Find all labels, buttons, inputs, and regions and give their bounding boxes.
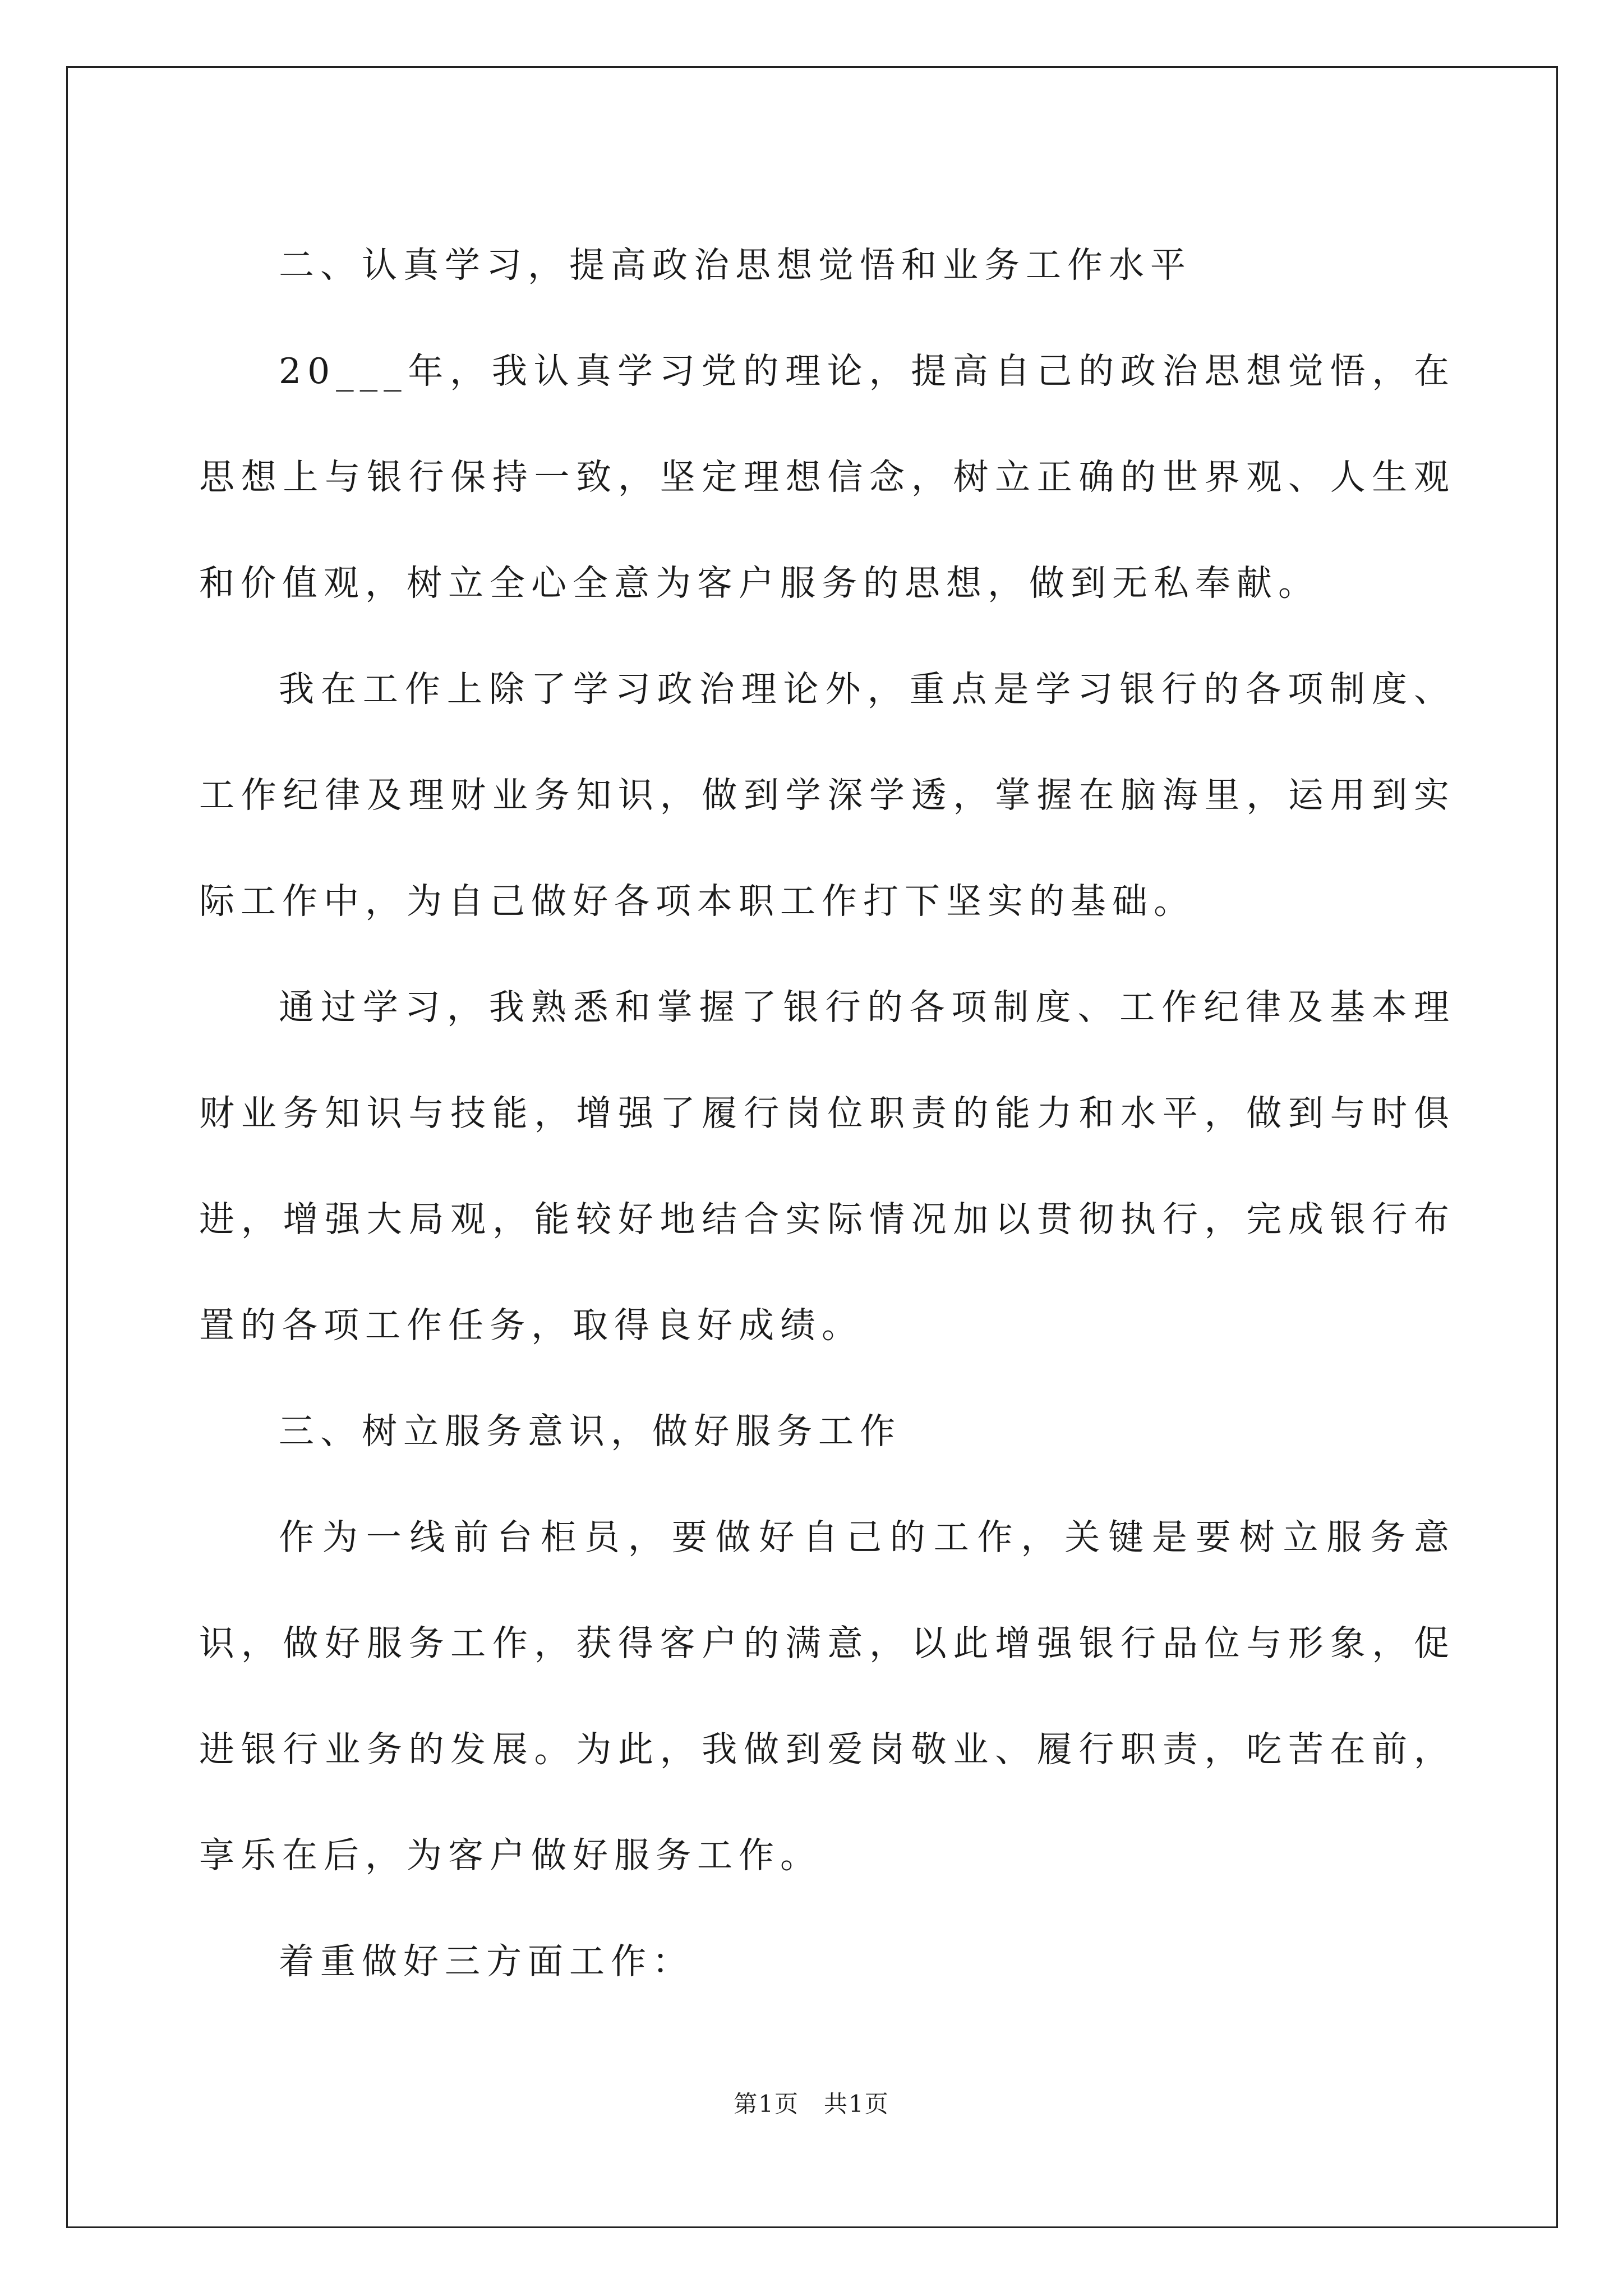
page-footer: 第1页 共1页	[734, 2090, 889, 2118]
section-heading: 三、树立服务意识，做好服务工作	[279, 1411, 901, 1452]
body-paragraph: 作为一线前台柜员，要做好自己的工作，关键是要树立服务意识，做好服务工作，获得客户的满意，以此增强银行品位与形象，促进银行业务的发展。为此，我做到爱岗敬业、履行职责，吃苦在前，享乐在后，为客户做好服务工作。	[199, 1517, 1455, 1876]
section-heading: 着重做好三方面工作：	[279, 1941, 694, 1982]
document-body	[199, 212, 1455, 2014]
body-paragraph: 通过学习，我熟悉和掌握了银行的各项制度、工作纪律及基本理财业务知识与技能，增强了履行岗位职责的能力和水平，做到与时俱进，增强大局观，能较好地结合实际情况加以贯彻执行，完成银行布置的各项工作任务，取得良好成绩。	[199, 987, 1455, 1346]
body-paragraph: 我在工作上除了学习政治理论外，重点是学习银行的各项制度、工作纪律及理财业务知识，做到学深学透，掌握在脑海里，运用到实际工作中，为自己做好各项本职工作打下坚实的基础。	[199, 669, 1455, 922]
body-paragraph: 20___年，我认真学习党的理论，提高自己的政治思想觉悟，在思想上与银行保持一致，坚定理想信念，树立正确的世界观、人生观和价值观，树立全心全意为客户服务的思想，做到无私奉献。	[199, 351, 1455, 604]
section-heading: 二、认真学习，提高政治思想觉悟和业务工作水平	[279, 245, 1192, 286]
